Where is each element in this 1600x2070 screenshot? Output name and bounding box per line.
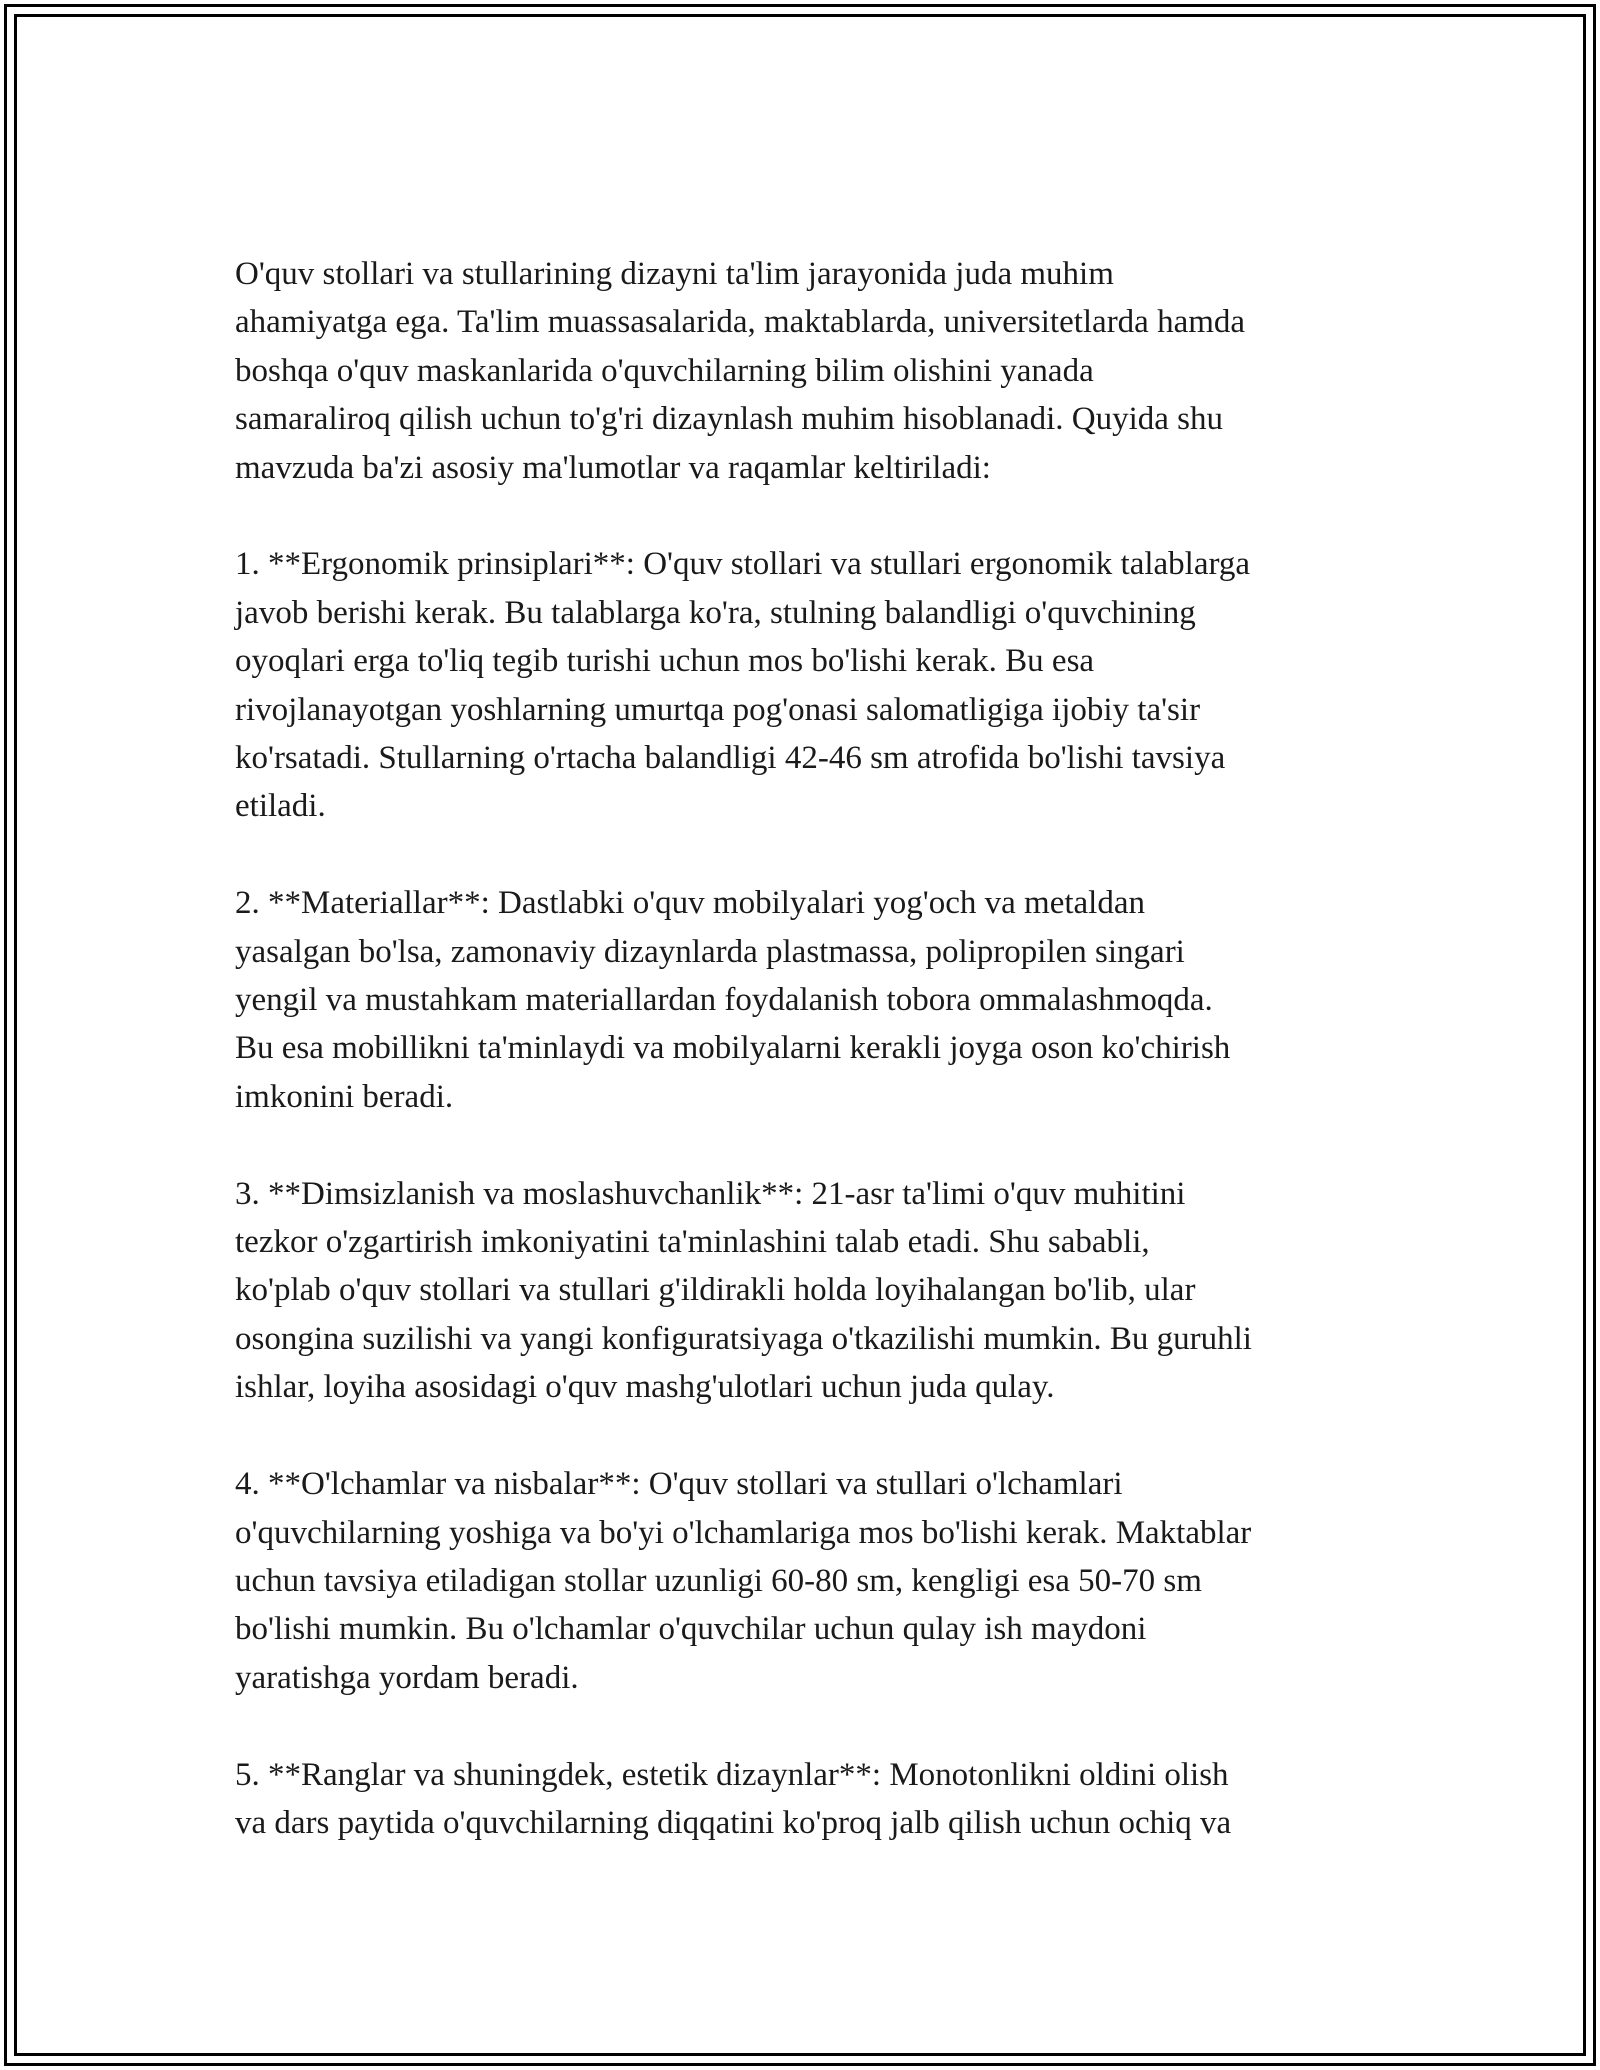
- text-line: oyoqlari erga to'liq tegib turishi uchun mos bo'lishi kerak. Bu esa: [235, 643, 1095, 680]
- text-line: yengil va mustahkam materiallardan foydalanish tobora ommalashmoqda.: [235, 982, 1213, 1019]
- text-line: 1. **Ergonomik prinsiplari**: O'quv stollari va stullari ergonomik talablarga: [235, 546, 1251, 583]
- list-item-dimensions: [235, 1460, 1375, 1702]
- document-body: [235, 250, 1375, 1896]
- text-line: o'quvchilarning yoshiga va bo'yi o'lchamlariga mos bo'lishi kerak. Maktablar: [235, 1514, 1252, 1551]
- text-line: ahamiyatga ega. Ta'lim muassasalarida, maktablarda, universitetlarda hamda: [235, 304, 1246, 341]
- intro-paragraph: [235, 250, 1375, 492]
- text-line: tezkor o'zgartirish imkoniyatini ta'minlashini talab etadi. Shu sababli,: [235, 1224, 1150, 1261]
- text-line: javob berishi kerak. Bu talablarga ko'ra, stulning balandligi o'quvchining: [235, 594, 1196, 631]
- text-line: yaratishga yordam beradi.: [235, 1659, 579, 1696]
- text-line: etiladi.: [235, 788, 326, 825]
- text-line: boshqa o'quv maskanlarida o'quvchilarning bilim olishini yanada: [235, 352, 1094, 389]
- list-item-ergonomics: [235, 540, 1375, 830]
- text-line: yasalgan bo'lsa, zamonaviy dizaynlarda plastmassa, polipropilen singari: [235, 933, 1185, 970]
- text-line: ishlar, loyiha asosidagi o'quv mashg'ulotlari uchun juda qulay.: [235, 1369, 1055, 1406]
- text-line: Bu esa mobillikni ta'minlaydi va mobilyalarni kerakli joyga oson ko'chirish: [235, 1030, 1231, 1067]
- list-item-flexibility: [235, 1170, 1375, 1412]
- text-line: bo'lishi mumkin. Bu o'lchamlar o'quvchilar uchun qulay ish maydoni: [235, 1611, 1147, 1648]
- text-line: uchun tavsiya etiladigan stollar uzunligi 60-80 sm, kengligi esa 50-70 sm: [235, 1562, 1202, 1599]
- text-line: samaraliroq qilish uchun to'g'ri dizaynlash muhim hisoblanadi. Quyida shu: [235, 401, 1223, 438]
- text-line: 4. **O'lchamlar va nisbalar**: O'quv stollari va stullari o'lchamlari: [235, 1466, 1123, 1503]
- list-item-colors: [235, 1751, 1375, 1848]
- text-line: 2. **Materiallar**: Dastlabki o'quv mobilyalari yog'och va metaldan: [235, 885, 1145, 922]
- text-line: 5. **Ranglar va shuningdek, estetik dizaynlar**: Monotonlikni oldini olish: [235, 1756, 1229, 1793]
- text-line: rivojlanayotgan yoshlarning umurtqa pog'onasi salomatligiga ijobiy ta'sir: [235, 691, 1201, 728]
- text-line: mavzuda ba'zi asosiy ma'lumotlar va raqamlar keltiriladi:: [235, 449, 991, 486]
- text-line: ko'plab o'quv stollari va stullari g'ildirakli holda loyihalangan bo'lib, ular: [235, 1272, 1196, 1309]
- text-line: 3. **Dimsizlanish va moslashuvchanlik**: 21-asr ta'limi o'quv muhitini: [235, 1175, 1186, 1212]
- text-line: imkonini beradi.: [235, 1078, 454, 1115]
- list-item-materials: [235, 879, 1375, 1121]
- text-line: ko'rsatadi. Stullarning o'rtacha balandligi 42-46 sm atrofida bo'lishi tavsiya: [235, 740, 1226, 777]
- text-line: va dars paytida o'quvchilarning diqqatini ko'proq jalb qilish uchun ochiq va: [235, 1804, 1232, 1841]
- text-line: O'quv stollari va stullarining dizayni ta'lim jarayonida juda muhim: [235, 256, 1114, 292]
- text-line: osongina suzilishi va yangi konfiguratsiyaga o'tkazilishi mumkin. Bu guruhli: [235, 1320, 1252, 1357]
